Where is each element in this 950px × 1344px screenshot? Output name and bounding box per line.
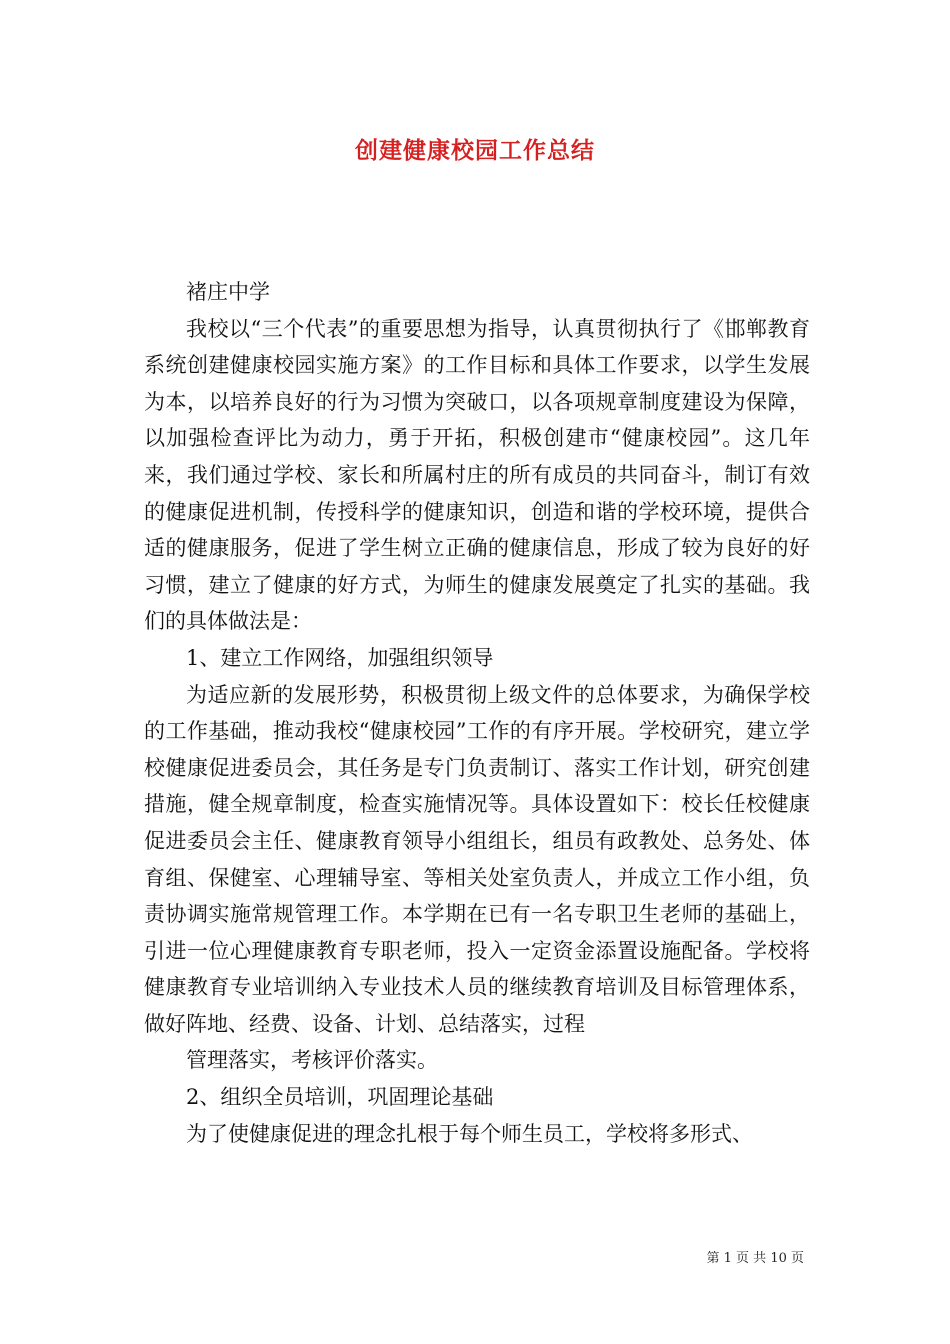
paragraph-section-2: 为了使健康促进的理念扎根于每个师生员工，学校将多形式、 (186, 1121, 753, 1146)
document-body (144, 274, 810, 1152)
school-name: 褚庄中学 (186, 280, 270, 304)
section-heading-1: 1、建立工作网络，加强组织领导 (186, 645, 494, 670)
paragraph-section-1: 为适应新的发展形势，积极贯彻上级文件的总体要求，为确保学校的工作基础，推动我校“健康校园”工作的有序开展。学校研究，建立学校健康促进委员会，其任务是专门负责制订、落实工作计划，研究创建措施，健全规章制度，检查实施情况等。具体设置如下：校长任校健康促进委员会主任、健康教育领导小组组长，组员有政教处、总务处、体育组、保健室、心理辅导室、等相关处室负责人，并成立工作小组，负责协调实施常规管理工作。本学期在已有一名专职卫生老师的基础上，引进一位心理健康教育专职老师，投入一定资金添置设施配备。学校将健康教育专业培训纳入专业技术人员的继续教育培训及目标管理体系，做好阵地、经费、设备、计划、总结落实，过程 (144, 682, 810, 1036)
page-number: 第 1 页 共 10 页 (706, 1251, 804, 1266)
document-title: 创建健康校园工作总结 (355, 137, 595, 164)
paragraph-intro: 我校以“三个代表”的重要思想为指导，认真贯彻执行了《邯郸教育系统创建健康校园实施方案》的工作目标和具体工作要求，以学生发展为本，以培养良好的行为习惯为突破口，以各项规章制度建设为保障，以加强检查评比为动力，勇于开拓，积极创建市“健康校园”。这几年来，我们通过学校、家长和所属村庄的所有成员的共同奋斗，制订有效的健康促进机制，传授科学的健康知识，创造和谐的学校环境，提供合适的健康服务，促进了学生树立正确的健康信息，形成了较为良好的好习惯，建立了健康的好方式，为师生的健康发展奠定了扎实的基础。我们的具体做法是： (144, 316, 810, 634)
section-heading-2: 2、组织全员培训，巩固理论基础 (186, 1085, 494, 1110)
paragraph-continuation: 管理落实，考核评价落实。 (186, 1048, 438, 1073)
